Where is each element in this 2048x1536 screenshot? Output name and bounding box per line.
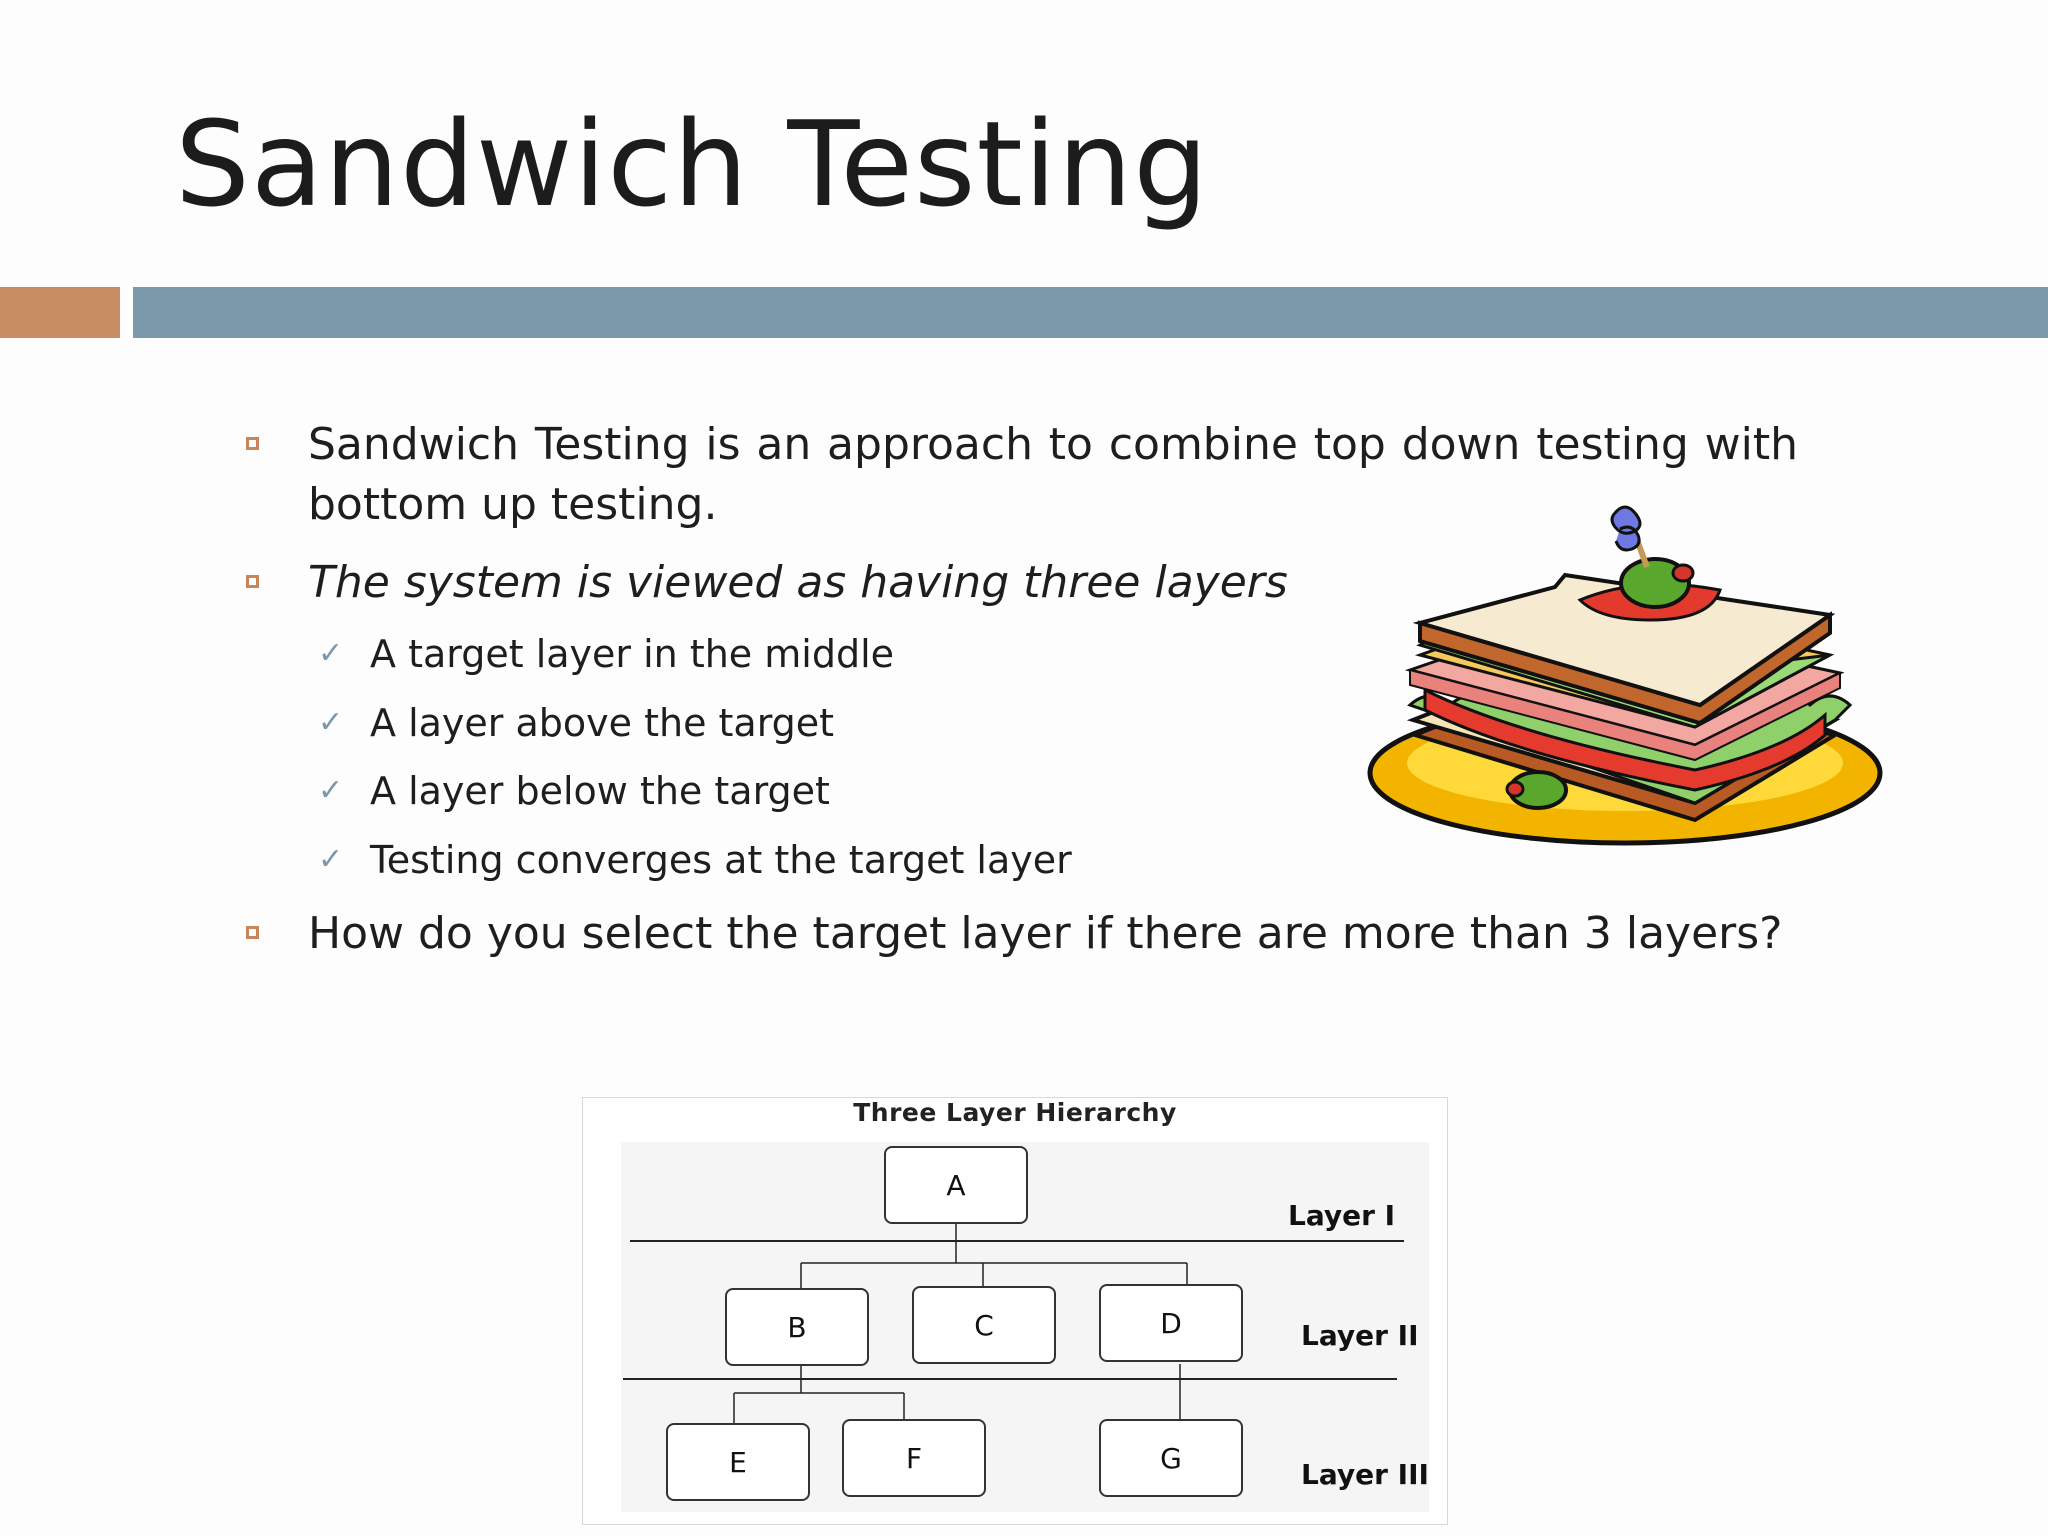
sandwich-clipart-icon bbox=[1365, 505, 1885, 850]
layer-label: Layer III bbox=[1301, 1458, 1429, 1491]
check-icon: ✓ bbox=[318, 842, 344, 877]
node-f: F bbox=[842, 1419, 986, 1497]
sub-bullet-text: A layer above the target bbox=[370, 701, 835, 745]
check-icon: ✓ bbox=[318, 773, 344, 808]
sub-bullet-text: A target layer in the middle bbox=[370, 632, 895, 676]
bullet-text: Sandwich Testing is an approach to combine top down testing with bottom up testing. bbox=[308, 419, 1798, 530]
check-icon: ✓ bbox=[318, 636, 344, 671]
bullet-text: How do you select the target layer if there are more than 3 layers? bbox=[308, 908, 1783, 959]
node-g: G bbox=[1099, 1419, 1243, 1497]
bullet-text: The system is viewed as having three layers bbox=[308, 557, 1288, 608]
node-b: B bbox=[725, 1288, 869, 1366]
title-divider-bar bbox=[133, 287, 2048, 338]
sub-bullet-text: A layer below the target bbox=[370, 769, 830, 813]
sub-bullet-text: Testing converges at the target layer bbox=[370, 838, 1072, 882]
square-bullet-icon bbox=[246, 926, 259, 939]
check-icon: ✓ bbox=[318, 705, 344, 740]
node-d: D bbox=[1099, 1284, 1243, 1362]
square-bullet-icon bbox=[246, 437, 259, 450]
three-layer-hierarchy-diagram bbox=[582, 1097, 1448, 1525]
layer-label: Layer II bbox=[1301, 1319, 1419, 1352]
node-c: C bbox=[912, 1286, 1056, 1364]
square-bullet-icon bbox=[246, 575, 259, 588]
node-a: A bbox=[884, 1146, 1028, 1224]
node-e: E bbox=[666, 1423, 810, 1501]
title-accent-bar bbox=[0, 287, 120, 338]
slide-title: Sandwich Testing bbox=[175, 95, 1210, 233]
diagram-title: Three Layer Hierarchy bbox=[853, 1098, 1177, 1127]
layer-label: Layer I bbox=[1288, 1199, 1396, 1232]
